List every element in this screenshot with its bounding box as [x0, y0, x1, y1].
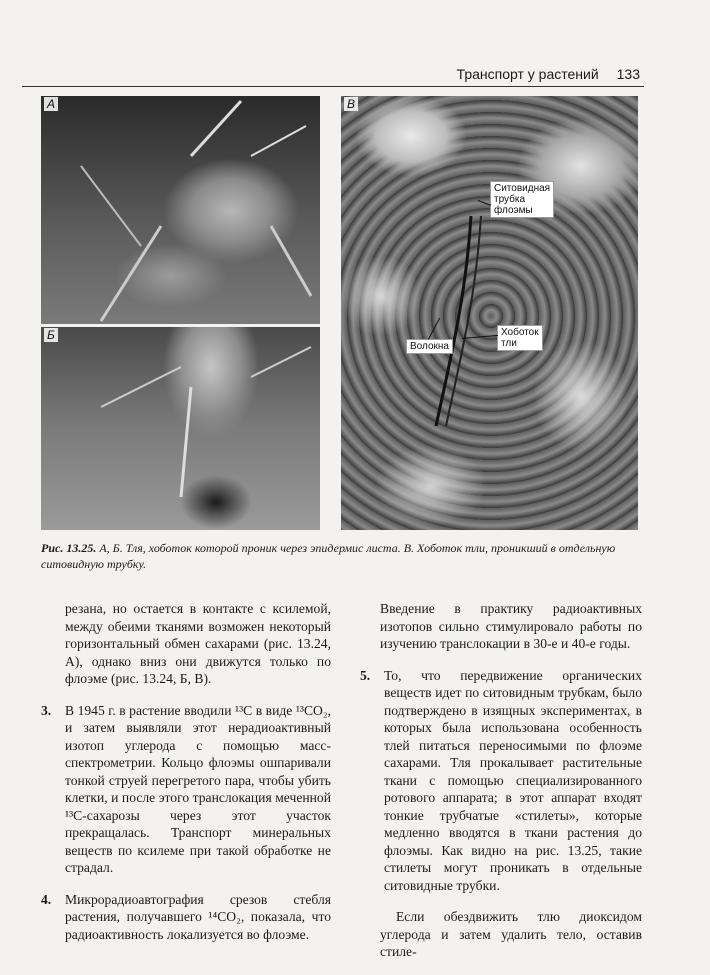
- running-head: [40, 66, 640, 82]
- page-number: 133: [616, 66, 640, 82]
- item-number: 4.: [41, 891, 52, 907]
- callout-stylet: Хоботок тли: [497, 325, 543, 351]
- item-text: То, что передвижение органических веществ идет по ситовидным трубкам, было подтверждено в изящных экспериментах, в которых была использована особенность тлей питаться переносимыми по флоэме сахарами. Тля прокалывает растительные ткани с помощью специализированного ротового аппарата; в этот аппарат входят тонкие трубчатые «стилеты», которые медленно вводятся в ткани растения до флоэмы. Как видно на рис. 13.25, такие стилеты могут проникать в отдельные ситовидные трубки.: [384, 667, 642, 893]
- item-text: Микрорадиоавтография срезов стебля растения, получавшего ¹⁴СО₂, показала, что радиоактивность локализуется во флоэме.: [65, 891, 331, 942]
- panel-label-a: А: [44, 97, 58, 111]
- phloem-section-drawing: [341, 96, 638, 530]
- item-text: В 1945 г. в растение вводили ¹³С в виде ¹³СО₂, и затем выявляли этот нерадиоактивный изотоп углерода с помощью масс-спектрометрии. Кольцо флоэмы ошпаривали тонкой струей перегретого пара, чтобы убить клетки, и после этого транслокация меченной ¹³С-сахарозы через этот участок прекращалась. Транспорт минеральных веществ по ксилеме при такой обработке не страдал.: [65, 702, 331, 875]
- right-continuation: Введение в практику радиоактивных изотопов сильно стимулировало работы по изучению транслокации в 30-е и 40-е годы.: [380, 601, 642, 651]
- caption-text: А, Б. Тля, хоботок которой проник через эпидермис листа. В. Хоботок тли, проникший в отдельную ситовидную трубку.: [41, 541, 616, 571]
- aphid-legs-drawing: [41, 96, 320, 324]
- panel-label-b: Б: [44, 328, 58, 342]
- header-rule: [22, 86, 644, 87]
- figure-photo-c: [341, 96, 638, 530]
- item-number: 5.: [360, 667, 371, 683]
- figure-photo-b: [41, 327, 320, 530]
- list-item: [41, 891, 331, 944]
- list-item: [41, 702, 331, 877]
- panel-label-c: В: [344, 97, 358, 111]
- figure-caption: [41, 540, 641, 572]
- right-column: [360, 600, 642, 975]
- left-column: [41, 600, 331, 957]
- callout-sieve-tube: Ситовидная трубка флоэмы: [490, 181, 554, 218]
- left-continuation: резана, но остается в контакте с ксилемой, между обеими тканями возможен некоторый горизонтальный обмен сахарами (рис. 13.24, А), однако вниз они движутся только по флоэме (рис. 13.24, Б, В).: [65, 601, 331, 686]
- stylet-drawing: [41, 327, 320, 530]
- running-title: Транспорт у растений: [456, 66, 599, 82]
- figure-photo-a: [41, 96, 320, 324]
- caption-label: Рис. 13.25.: [41, 541, 97, 555]
- item-number: 3.: [41, 702, 52, 718]
- list-item: [360, 667, 642, 895]
- callout-fibers: Волокна: [406, 339, 453, 354]
- right-last-paragraph: Если обездвижить тлю диоксидом углерода и затем удалить тело, оставив стиле-: [380, 909, 642, 959]
